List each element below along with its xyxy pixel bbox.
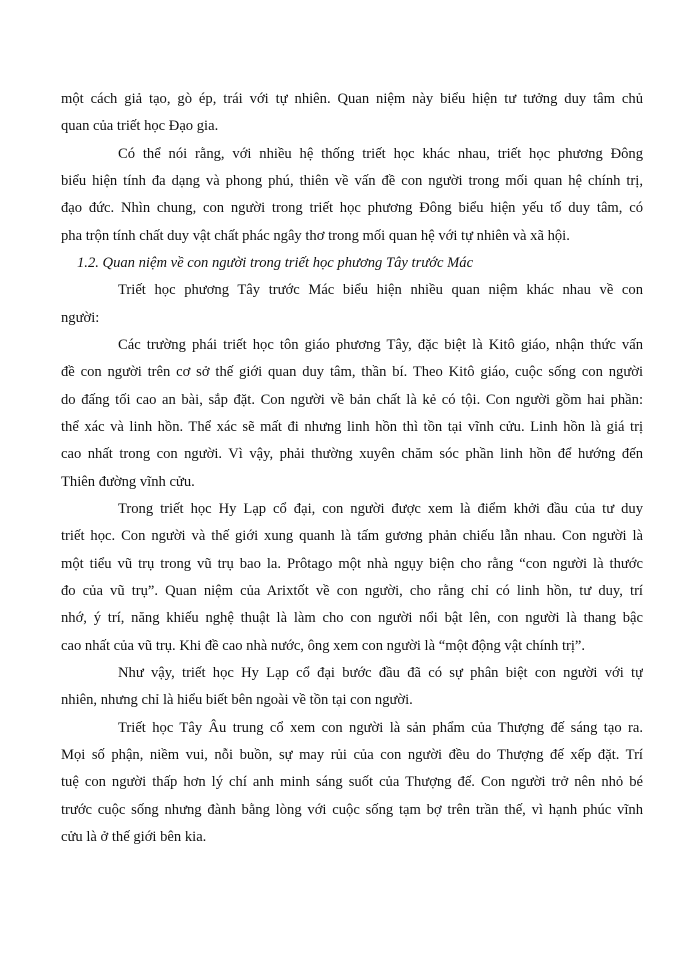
text-line: Triết học phương Tây trước Mác biểu hiện nhiều quan niệm khác nhau về con	[118, 282, 643, 299]
text-line: Thiên đường vĩnh cửu.	[61, 473, 195, 490]
text-line: cửu là ở thế giới bên kia.	[61, 828, 207, 845]
section-heading	[61, 250, 643, 277]
document-page	[61, 86, 643, 851]
paragraph	[61, 496, 643, 660]
text-line: đo của vũ trụ”. Quan niệm của Arixtốt về con người, cho rằng chỉ có linh hồn, tư duy, trí	[61, 582, 643, 599]
text-line: Trong triết học Hy Lạp cổ đại, con người được xem là điểm khởi đầu của tư duy	[118, 500, 643, 517]
text-line: pha trộn tính chất duy vật chất phác ngây thơ trong mối quan hệ với tự nhiên và xã hội.	[61, 227, 570, 244]
text-line: cao nhất của vũ trụ. Khi đề cao nhà nước, ông xem con người là “một động vật chính trị”.	[61, 637, 586, 654]
paragraph	[61, 141, 643, 250]
text-line: Mọi số phận, niềm vui, nỗi buồn, sự may rủi của con người đều do Thượng đế xếp đặt. Trí	[61, 746, 643, 763]
text-line: người:	[61, 309, 100, 326]
text-line: triết học. Con người và thế giới xung quanh là tấm gương phản chiếu lẫn nhau. Con người là	[61, 528, 643, 545]
paragraph	[61, 332, 643, 496]
text-line: quan của triết học Đạo gia.	[61, 118, 219, 135]
text-line: do đấng tối cao an bài, sắp đặt. Con người về bản chất là kẻ có tội. Con người gồm hai phần:	[61, 391, 643, 408]
text-line: một cách giả tạo, gò ép, trái với tự nhiên. Quan niệm này biểu hiện tư tưởng duy tâm chủ	[61, 91, 643, 107]
text-line: biểu hiện tính đa dạng và phong phú, thiên về vấn đề con người trong mối quan hệ chính trị,	[61, 172, 643, 189]
text-line: một tiểu vũ trụ trong vũ trụ bao la. Prôtago một nhà ngụy biện cho rằng “con người là thước	[61, 555, 643, 572]
paragraph	[61, 660, 643, 715]
text-line: nhớ, ý trí, năng khiếu nghệ thuật là làm cho con người nổi bật lên, con người là thang bậc	[61, 610, 643, 627]
text-line: cao nhất trong con người. Vì vậy, phải thường xuyên chăm sóc phần linh hồn để hướng đến	[61, 446, 643, 463]
text-line: đề con người trên cơ sở thế giới quan duy tâm, thần bí. Theo Kitô giáo, cuộc sống con người	[61, 364, 643, 381]
text-line: Có thể nói rằng, với nhiều hệ thống triết học khác nhau, triết học phương Đông	[118, 145, 643, 162]
paragraph	[61, 715, 643, 852]
text-line: Triết học Tây Âu trung cổ xem con người là sản phẩm của Thượng đế sáng tạo ra.	[118, 719, 643, 736]
paragraph	[61, 86, 643, 141]
paragraph	[61, 277, 643, 332]
text-line: Như vậy, triết học Hy Lạp cổ đại bước đầu đã có sự phân biệt con người với tự	[118, 664, 643, 681]
text-line: trước cuộc sống nhưng đành bằng lòng với cuộc sống tạm bợ trên trần thế, vì hạnh phúc vĩnh	[61, 801, 643, 818]
text-line: Các trường phái triết học tôn giáo phương Tây, đặc biệt là Kitô giáo, nhận thức vấn	[118, 336, 643, 353]
text-line: nhiên, nhưng chỉ là hiểu biết bên ngoài về tồn tại con người.	[61, 692, 413, 709]
text-line: 1.2. Quan niệm về con người trong triết học phương Tây trước Mác	[77, 254, 474, 271]
text-line: đạo đức. Nhìn chung, con người trong triết học phương Đông biểu hiện yếu tố duy tâm, có	[61, 200, 643, 217]
text-line: tuệ con người thấp hơn lý chí anh minh sáng suốt của Thượng đế. Con người trở nên nhỏ bé	[61, 774, 643, 791]
text-line: thể xác và linh hồn. Thể xác sẽ mất đi nhưng linh hồn thì tồn tại vĩnh cửu. Linh hồn là giá trị	[61, 418, 643, 435]
